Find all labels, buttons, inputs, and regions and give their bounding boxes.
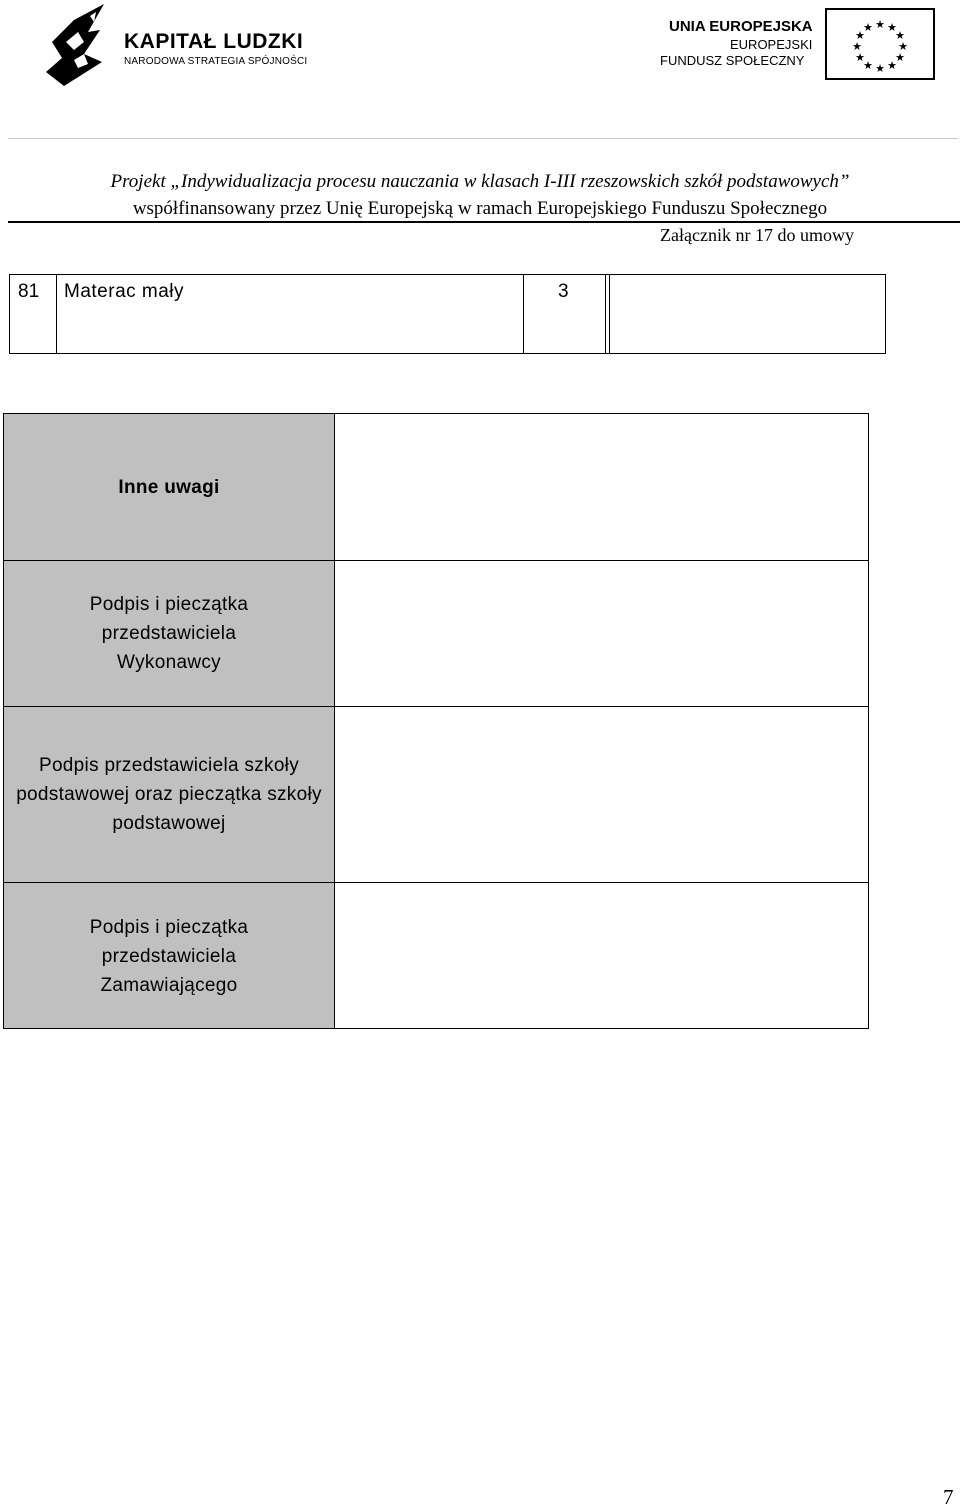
item-name: Materac mały (57, 275, 524, 353)
item-table (9, 274, 886, 354)
eu-logo-line2: EUROPEJSKI (730, 37, 813, 52)
project-cofinancing: współfinansowany przez Unię Europejską w ramach Europejskiego Funduszu Społecznego (132, 198, 828, 219)
svg-text:★: ★ (895, 29, 905, 42)
eu-flag-icon (825, 8, 935, 80)
svg-text:★: ★ (863, 21, 873, 34)
item-empty-cell (610, 275, 885, 353)
eu-logo-line3: FUNDUSZ SPOŁECZNY (660, 53, 805, 68)
remarks-label-text: Inne uwagi (118, 476, 220, 498)
svg-text:★: ★ (895, 51, 905, 64)
table-row (4, 561, 869, 707)
project-title: Projekt „Indywidualizacja procesu nauczania w klasach I-III rzeszowskich szkół podstawowych” (110, 171, 850, 192)
item-quantity: 3 (524, 275, 606, 353)
table-row (4, 414, 869, 561)
logo-subtitle: NARODOWA STRATEGIA SPÓJNOŚCI (124, 56, 308, 67)
annex-label: Załącznik nr 17 do umowy (660, 225, 854, 245)
header-divider-thin (8, 138, 958, 139)
svg-text:★: ★ (863, 59, 873, 72)
svg-text:★: ★ (852, 40, 862, 53)
ordering-party-signature-field[interactable] (335, 883, 869, 1029)
svg-text:★: ★ (875, 62, 885, 75)
signature-table (3, 413, 869, 1029)
ordering-party-signature-label (4, 883, 335, 1029)
ordering-party-signature-label-text: Podpis i pieczątka przedstawiciela Zamawiającego (89, 917, 249, 996)
remarks-field[interactable] (335, 414, 869, 561)
svg-text:★: ★ (855, 51, 865, 64)
eu-logo (655, 6, 940, 86)
table-row (4, 707, 869, 883)
contractor-signature-field[interactable] (335, 561, 869, 707)
eu-logo-line1: UNIA EUROPEJSKA (669, 18, 813, 35)
school-signature-label (4, 707, 335, 883)
school-signature-label-text: Podpis przedstawiciela szkoły podstawowej oraz pieczątka szkoły podstawowej (16, 755, 322, 834)
svg-text:★: ★ (887, 21, 897, 34)
header-divider-thick (8, 221, 960, 223)
kapital-ludzki-logo (44, 2, 324, 88)
svg-text:★: ★ (855, 29, 865, 42)
page-number: 7 (943, 1485, 954, 1509)
table-row (4, 883, 869, 1029)
contractor-signature-label-text: Podpis i pieczątka przedstawiciela Wykonawcy (89, 594, 249, 673)
svg-text:★: ★ (875, 18, 885, 31)
logo-title: KAPITAŁ LUDZKI (124, 30, 304, 53)
svg-text:★: ★ (898, 40, 908, 53)
svg-text:★: ★ (887, 59, 897, 72)
remarks-label (4, 414, 335, 561)
item-number: 81 (10, 275, 57, 353)
kapital-ludzki-emblem-icon (44, 2, 124, 88)
school-signature-field[interactable] (335, 707, 869, 883)
contractor-signature-label (4, 561, 335, 707)
